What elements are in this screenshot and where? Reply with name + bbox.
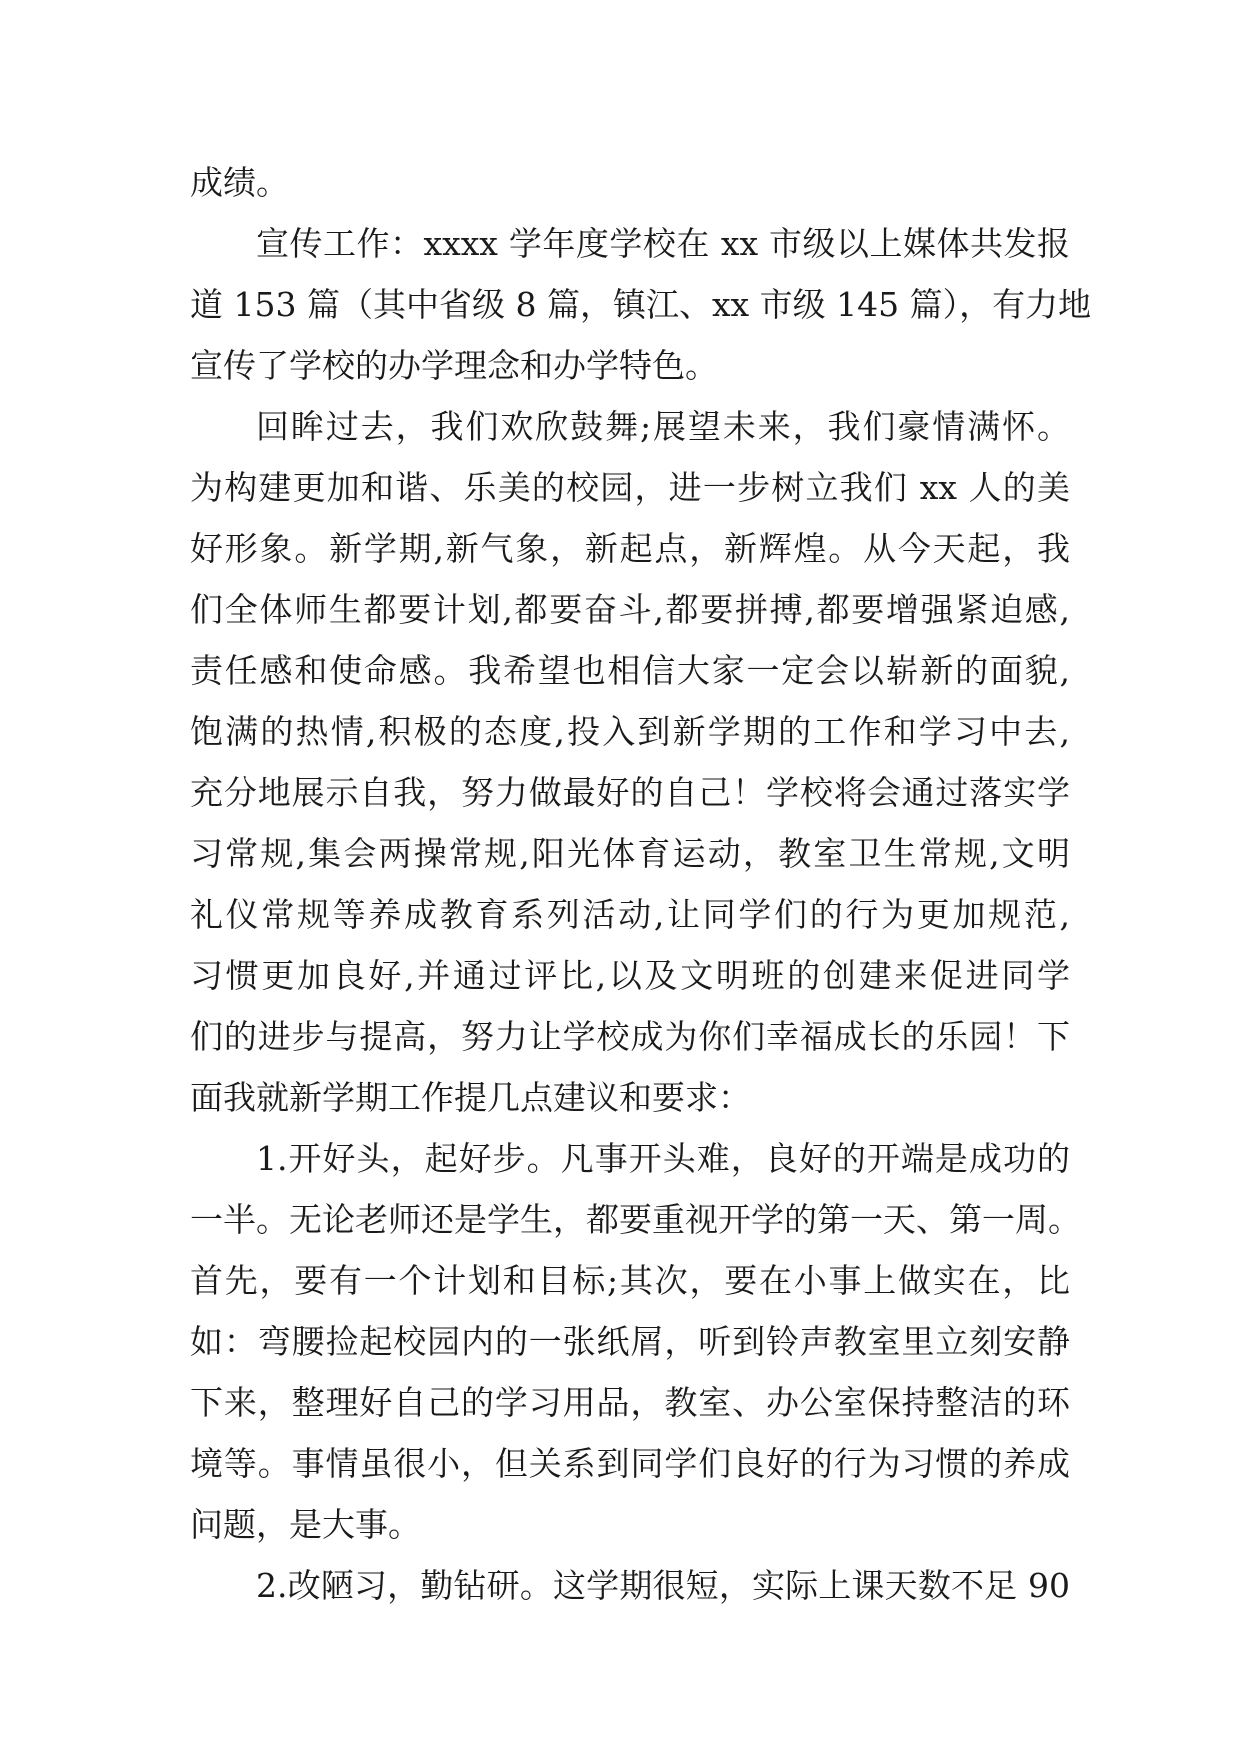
text-line: 宣传工作：xxxx 学年度学校在 xx 市级以上媒体共发报 [256,224,1070,263]
text-line: 责任感和使命感。我希望也相信大家一定会以崭新的面貌, [190,651,1070,690]
text-line: 如：弯腰捡起校园内的一张纸屑，听到铃声教室里立刻安静 [190,1322,1070,1361]
document-body [190,152,1092,1616]
text-line: 为构建更加和谐、乐美的校园，进一步树立我们 xx 人的美 [190,468,1070,507]
text-line: 们全体师生都要计划,都要奋斗,都要拼搏,都要增强紧迫感, [190,590,1070,629]
text-line: 1.开好头，起好步。凡事开头难，良好的开端是成功的 [256,1139,1070,1178]
text-line: 回眸过去，我们欢欣鼓舞;展望未来，我们豪情满怀。 [256,407,1070,446]
text-line: 饱满的热情,积极的态度,投入到新学期的工作和学习中去, [190,712,1070,751]
text-line: 成绩。 [190,163,289,202]
text-line: 们的进步与提高，努力让学校成为你们幸福成长的乐园！下 [190,1017,1070,1056]
text-line: 习常规,集会两操常规,阳光体育运动，教室卫生常规,文明 [190,834,1070,873]
text-line: 道 153 篇（其中省级 8 篇，镇江、xx 市级 145 篇），有力地 [190,285,1092,324]
text-line: 好形象。新学期,新气象，新起点，新辉煌。从今天起，我 [190,529,1070,568]
text-line: 习惯更加良好,并通过评比,以及文明班的创建来促进同学 [190,956,1070,995]
text-line: 充分地展示自我，努力做最好的自己！学校将会通过落实学 [190,773,1070,812]
text-line: 宣传了学校的办学理念和办学特色。 [190,346,718,385]
text-line: 一半。无论老师还是学生，都要重视开学的第一天、第一周。 [190,1200,1081,1239]
text-line: 下来，整理好自己的学习用品，教室、办公室保持整洁的环 [190,1383,1070,1422]
text-line: 首先，要有一个计划和目标;其次，要在小事上做实在，比 [190,1261,1070,1300]
text-line: 面我就新学期工作提几点建议和要求： [190,1078,751,1117]
text-line: 问题，是大事。 [190,1505,421,1544]
text-line: 2.改陋习，勤钻研。这学期很短，实际上课天数不足 90 [256,1566,1070,1605]
text-line: 境等。事情虽很小，但关系到同学们良好的行为习惯的养成 [190,1444,1070,1483]
text-line: 礼仪常规等养成教育系列活动,让同学们的行为更加规范, [190,895,1070,934]
